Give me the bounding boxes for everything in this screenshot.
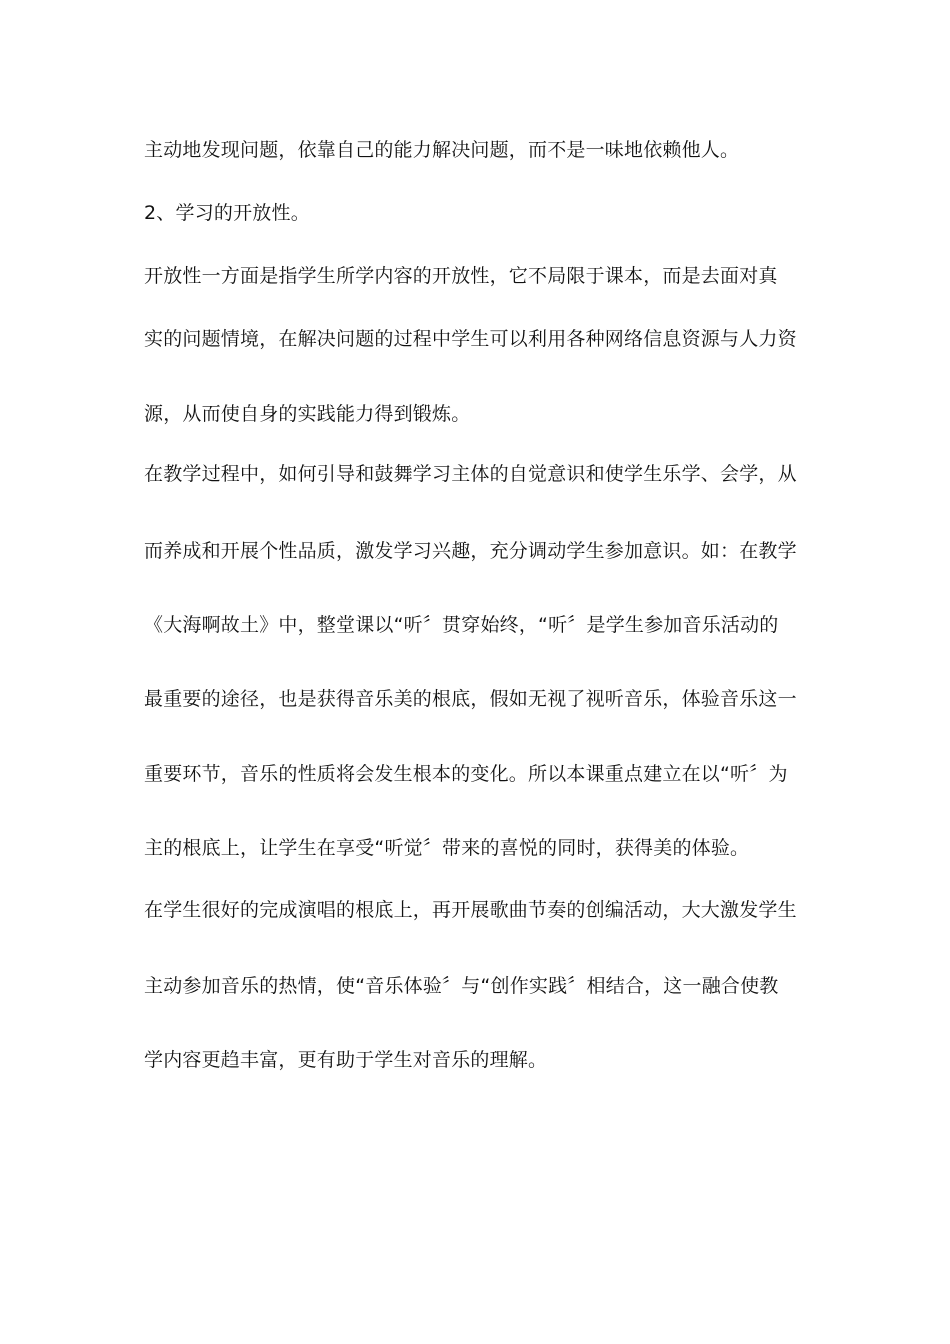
text-line: 主的根底上，让学生在享受“听觉〞带来的喜悦的同时，获得美的体验。 [144,837,750,859]
text-line: 实的问题情境，在解决问题的过程中学生可以利用各种网络信息资源与人力资 [144,328,797,350]
text-line: 重要环节，音乐的性质将会发生根本的变化。所以本课重点建立在以“听〞为 [144,763,788,785]
text-line: 主动参加音乐的热情，使“音乐体验〞与“创作实践〞相结合，这一融合使教 [144,975,779,997]
text-line: 而养成和开展个性品质，激发学习兴趣，充分调动学生参加意识。如：在教学 [144,540,797,562]
text-line: 源，从而使自身的实践能力得到锻炼。 [144,403,471,425]
text-line: 学内容更趋丰富，更有助于学生对音乐的理解。 [144,1049,548,1071]
section-heading: 2、学习的开放性。 [144,202,310,224]
text-line: 最重要的途径，也是获得音乐美的根底，假如无视了视听音乐，体验音乐这一 [144,688,797,710]
text-line: 开放性一方面是指学生所学内容的开放性，它不局限于课本，而是去面对真 [144,265,778,287]
text-line: 主动地发现问题，依靠自己的能力解决问题，而不是一味地依赖他人。 [144,139,740,161]
text-line: 在教学过程中，如何引导和鼓舞学习主体的自觉意识和使学生乐学、会学，从 [144,463,797,485]
text-line: 《大海啊故土》中，整堂课以“听〞贯穿始终，“听〞是学生参加音乐活动的 [144,614,779,636]
text-line: 在学生很好的完成演唱的根底上，再开展歌曲节奏的创编活动，大大激发学生 [144,899,797,921]
